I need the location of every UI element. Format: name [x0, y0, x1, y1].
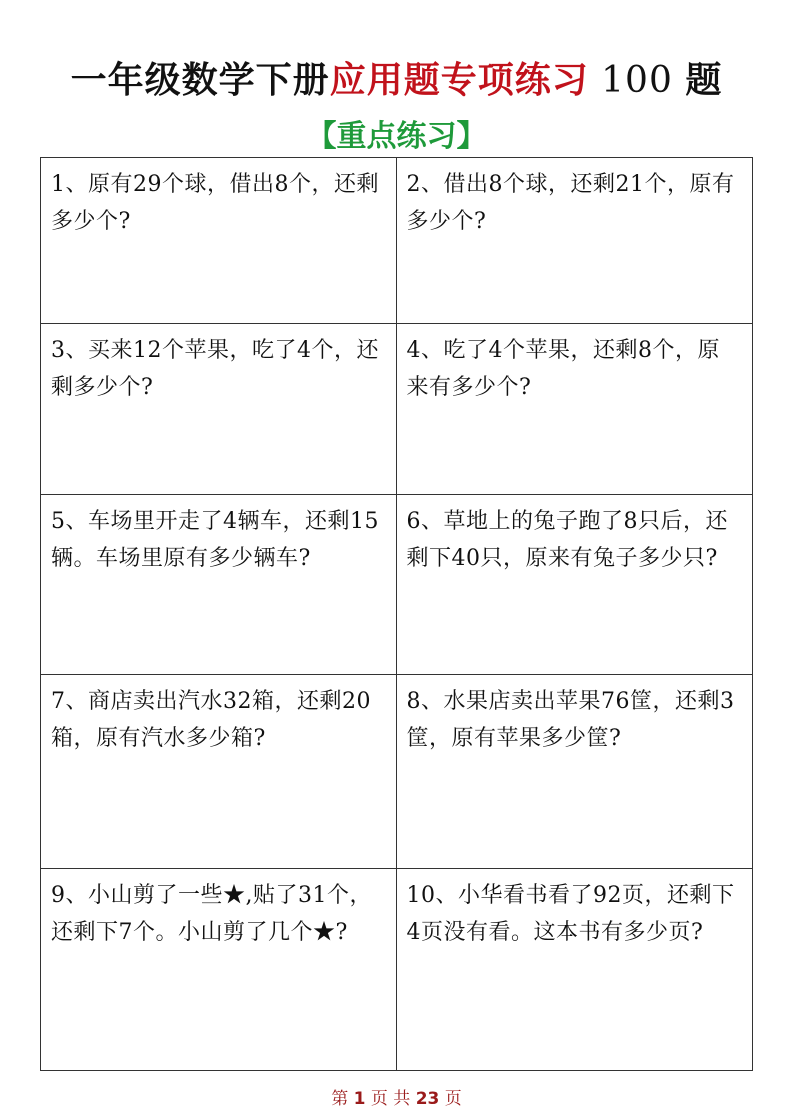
problem-cell-4: 4、吃了4个苹果，还剩8个，原来有多少个? [397, 324, 753, 495]
footer-middle: 页 共 [370, 1089, 411, 1109]
problem-cell-5: 5、车场里开走了4辆车，还剩15辆。车场里原有多少辆车? [41, 495, 397, 675]
problem-cell-2: 2、借出8个球，还剩21个，原有多少个? [397, 158, 753, 324]
footer-total-pages: 23 [415, 1089, 440, 1109]
page-subtitle: 【重点练习】 [306, 119, 487, 154]
footer-page-number: 1 [353, 1089, 366, 1109]
problem-grid [40, 157, 753, 1071]
problem-cell-10: 10、小华看书看了92页，还剩下4页没有看。这本书有多少页? [406, 883, 735, 945]
problem-cell-3: 3、买来12个苹果，吃了4个，还剩多少个? [41, 324, 397, 495]
title-suffix: 题 [685, 59, 723, 101]
problem-cell-8: 8、水果店卖出苹果76筐，还剩3筐，原有苹果多少筐? [397, 675, 753, 869]
problem-cell-6: 6、草地上的兔子跑了8只后，还剩下40只，原来有兔子多少只? [397, 495, 753, 675]
problem-cell-7: 7、商店卖出汽水32箱，还剩20箱，原有汽水多少箱? [41, 675, 397, 869]
title-count: 100 [588, 60, 686, 101]
problem-cell-9: 9、小山剪了一些★,贴了31个，还剩下7个。小山剪了几个★? [41, 869, 397, 1070]
page-title [0, 52, 793, 103]
problem-cell-1: 1、原有29个球，借出8个，还剩多少个? [41, 158, 397, 324]
footer-prefix: 第 [331, 1089, 349, 1109]
title-grade: 一年级数学下册 [70, 59, 330, 101]
footer-suffix: 页 [444, 1089, 462, 1109]
title-topic: 应用题专项练习 [329, 59, 589, 101]
page-footer [0, 1084, 793, 1109]
